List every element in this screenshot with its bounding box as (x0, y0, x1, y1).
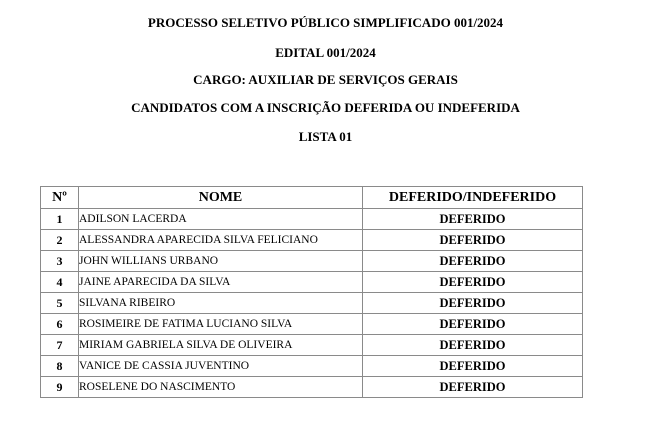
candidate-name: ROSELENE DO NASCIMENTO (79, 377, 363, 398)
table-row (41, 251, 583, 272)
job-position: CARGO: AUXILIAR DE SERVIÇOS GERAIS (193, 72, 458, 87)
candidate-name: JOHN WILLIANS URBANO (79, 251, 363, 272)
row-number: 8 (41, 356, 79, 377)
edital-number: EDITAL 001/2024 (275, 45, 376, 60)
row-number: 1 (41, 209, 79, 230)
candidates-table (40, 186, 583, 398)
candidate-name: SILVANA RIBEIRO (79, 293, 363, 314)
status-cell: DEFERIDO (363, 335, 583, 356)
table-row (41, 293, 583, 314)
status-cell: DEFERIDO (363, 356, 583, 377)
status-cell: DEFERIDO (363, 251, 583, 272)
row-number: 4 (41, 272, 79, 293)
row-number: 9 (41, 377, 79, 398)
table-row (41, 314, 583, 335)
candidate-name: ADILSON LACERDA (79, 209, 363, 230)
candidate-name: VANICE DE CASSIA JUVENTINO (79, 356, 363, 377)
status-cell: DEFERIDO (363, 230, 583, 251)
column-header-name: NOME (79, 187, 363, 209)
table-row (41, 335, 583, 356)
status-cell: DEFERIDO (363, 209, 583, 230)
table-row (41, 209, 583, 230)
table-header-row (41, 187, 583, 209)
row-number: 7 (41, 335, 79, 356)
list-number: LISTA 01 (298, 129, 353, 144)
status-cell: DEFERIDO (363, 314, 583, 335)
column-header-number: Nº (41, 187, 79, 209)
table-row (41, 377, 583, 398)
candidate-name: JAINE APARECIDA DA SILVA (79, 272, 363, 293)
status-cell: DEFERIDO (363, 272, 583, 293)
row-number: 3 (41, 251, 79, 272)
list-description: CANDIDATOS COM A INSCRIÇÃO DEFERIDA OU INDEFERIDA (131, 100, 520, 115)
candidate-name: ROSIMEIRE DE FATIMA LUCIANO SILVA (79, 314, 363, 335)
row-number: 5 (41, 293, 79, 314)
status-cell: DEFERIDO (363, 293, 583, 314)
table-row (41, 272, 583, 293)
row-number: 6 (41, 314, 79, 335)
table-row (41, 230, 583, 251)
row-number: 2 (41, 230, 79, 251)
status-cell: DEFERIDO (363, 377, 583, 398)
candidate-name: ALESSANDRA APARECIDA SILVA FELICIANO (79, 230, 363, 251)
document-title: PROCESSO SELETIVO PÚBLICO SIMPLIFICADO 001/2024 (147, 15, 504, 30)
candidate-name: MIRIAM GABRIELA SILVA DE OLIVEIRA (79, 335, 363, 356)
table-row (41, 356, 583, 377)
column-header-status: DEFERIDO/INDEFERIDO (363, 187, 583, 209)
